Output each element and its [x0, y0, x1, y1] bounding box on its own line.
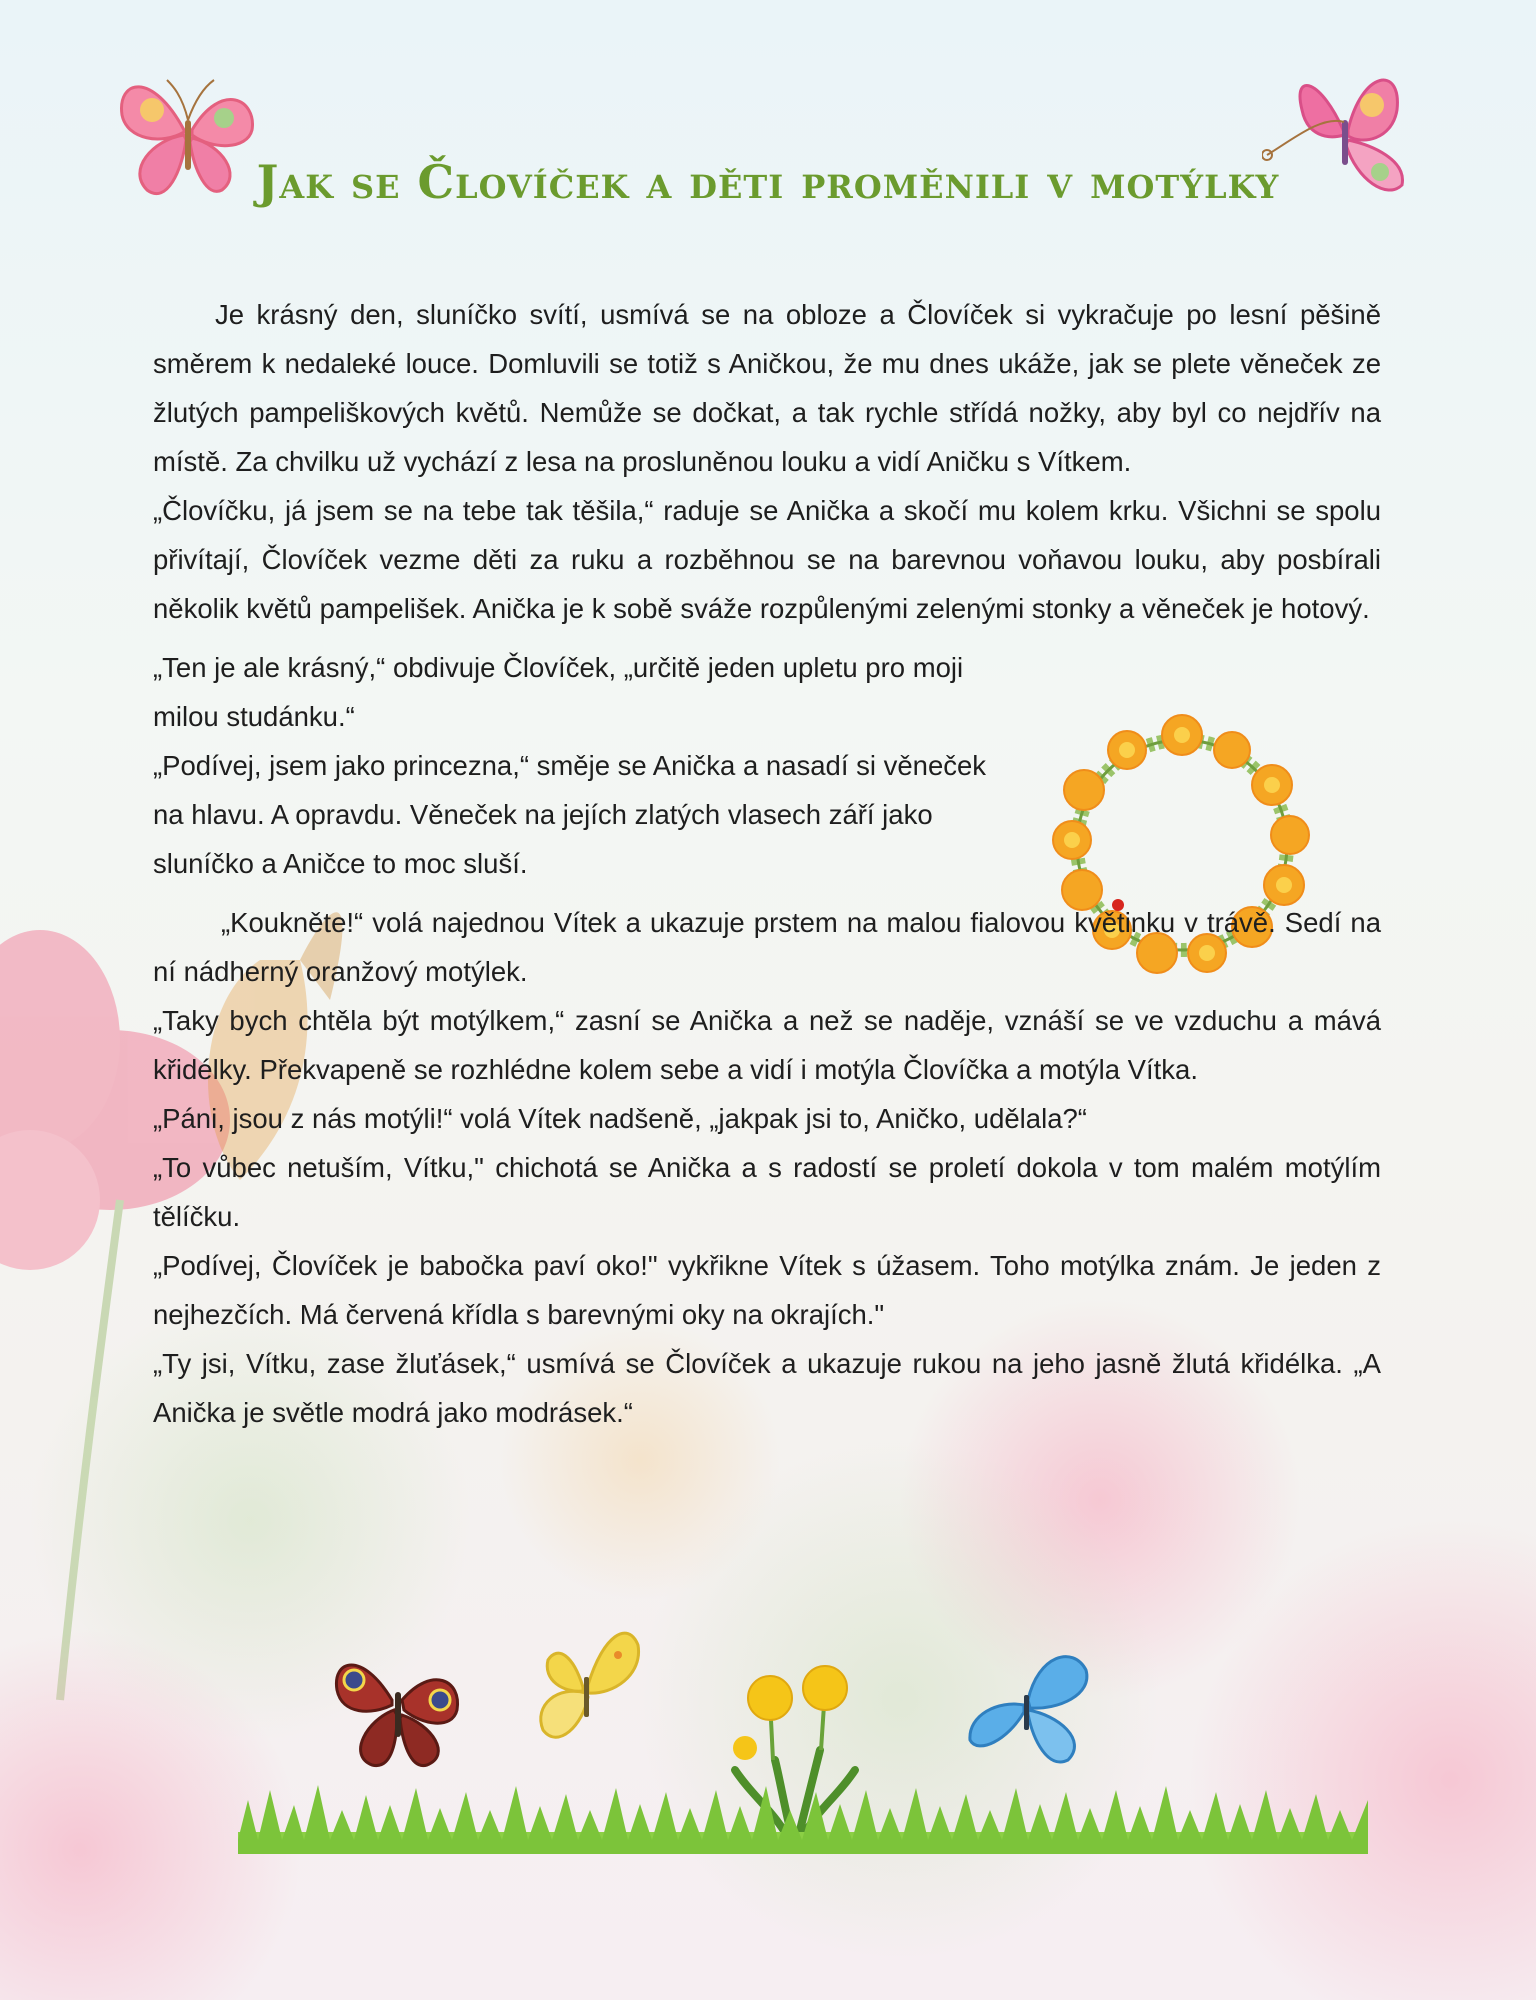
story-paragraph: „Koukněte!“ volá najednou Vítek a ukazuje prstem na malou fialovou květinku v trávě. Sedí na ní nádherný oranžový motýlek.	[153, 907, 1381, 987]
story-text	[153, 290, 1381, 1437]
story-paragraph: „To vůbec netuším, Vítku," chichotá se Anička a s radostí se proletí dokola v tom malém motýlím tělíčku.	[153, 1152, 1381, 1232]
blue-butterfly-icon	[958, 1640, 1098, 1770]
story-paragraph: „Podívej, jsem jako princezna,“ směje se Anička a nasadí si věneček na hlavu. A opravdu. Věneček na jejích zlatých vlasech září jako sluníčko a Aničce to moc sluší.	[153, 750, 987, 879]
page-title: Jak se Človíček a děti proměnili v motýlky	[256, 155, 1280, 209]
story-paragraph: „Ty jsi, Vítku, zase žluťásek,“ usmívá se Človíček a ukazuje rukou na jeho jasně žlutá křidélka. „A Anička je světle modrá jako modrásek.“	[153, 1348, 1381, 1428]
peacock-butterfly-icon	[322, 1630, 472, 1780]
grass-strip-image	[238, 1770, 1368, 1870]
story-paragraph: „Taky bych chtěla být motýlkem,“ zasní se Anička a než se naděje, vznáší se ve vzduchu a mává křidélky. Překvapeně se rozhlédne kolem sebe a vidí i motýla Človíčka a motýla Vítka.	[153, 1005, 1381, 1085]
story-paragraph: Je krásný den, sluníčko svítí, usmívá se na obloze a Človíček si vykračuje po lesní pěšině směrem k nedaleké louce. Domluvili se totiž s Aničkou, že mu dnes ukáže, jak se plete věneček ze žlutých pampeliškových květů. Nemůže se dočkat, a tak rychle střídá nožky, aby byl co nejdřív na místě. Za chvilku už vychází z lesa na prosluněnou louku a vidí Aničku s Vítkem.	[153, 299, 1381, 477]
yellow-brimstone-butterfly-icon	[528, 1615, 648, 1755]
story-paragraph: „Páni, jsou z nás motýli!“ volá Vítek nadšeně, „jakpak jsi to, Aničko, udělala?“	[153, 1103, 1087, 1134]
story-paragraph: „Podívej, Človíček je babočka paví oko!" vykřikne Vítek s úžasem. Toho motýlka znám. Je jeden z nejhezčích. Má červená křídla s barevnými oky na okrajích."	[153, 1250, 1381, 1330]
story-paragraph: „Človíčku, já jsem se na tebe tak těšila,“ raduje se Anička a skočí mu kolem krku. Všichni se spolu přivítají, Človíček vezme děti za ruku a rozběhnou se na barevnou voňavou louku, aby posbírali několik květů pampelišek. Anička je k sobě sváže rozpůlenými zelenými stonky a věneček je hotový.	[153, 495, 1381, 624]
story-paragraph: „Ten je ale krásný,“ obdivuje Človíček, „určitě jeden upletu pro moji milou studánku.“	[153, 652, 964, 732]
